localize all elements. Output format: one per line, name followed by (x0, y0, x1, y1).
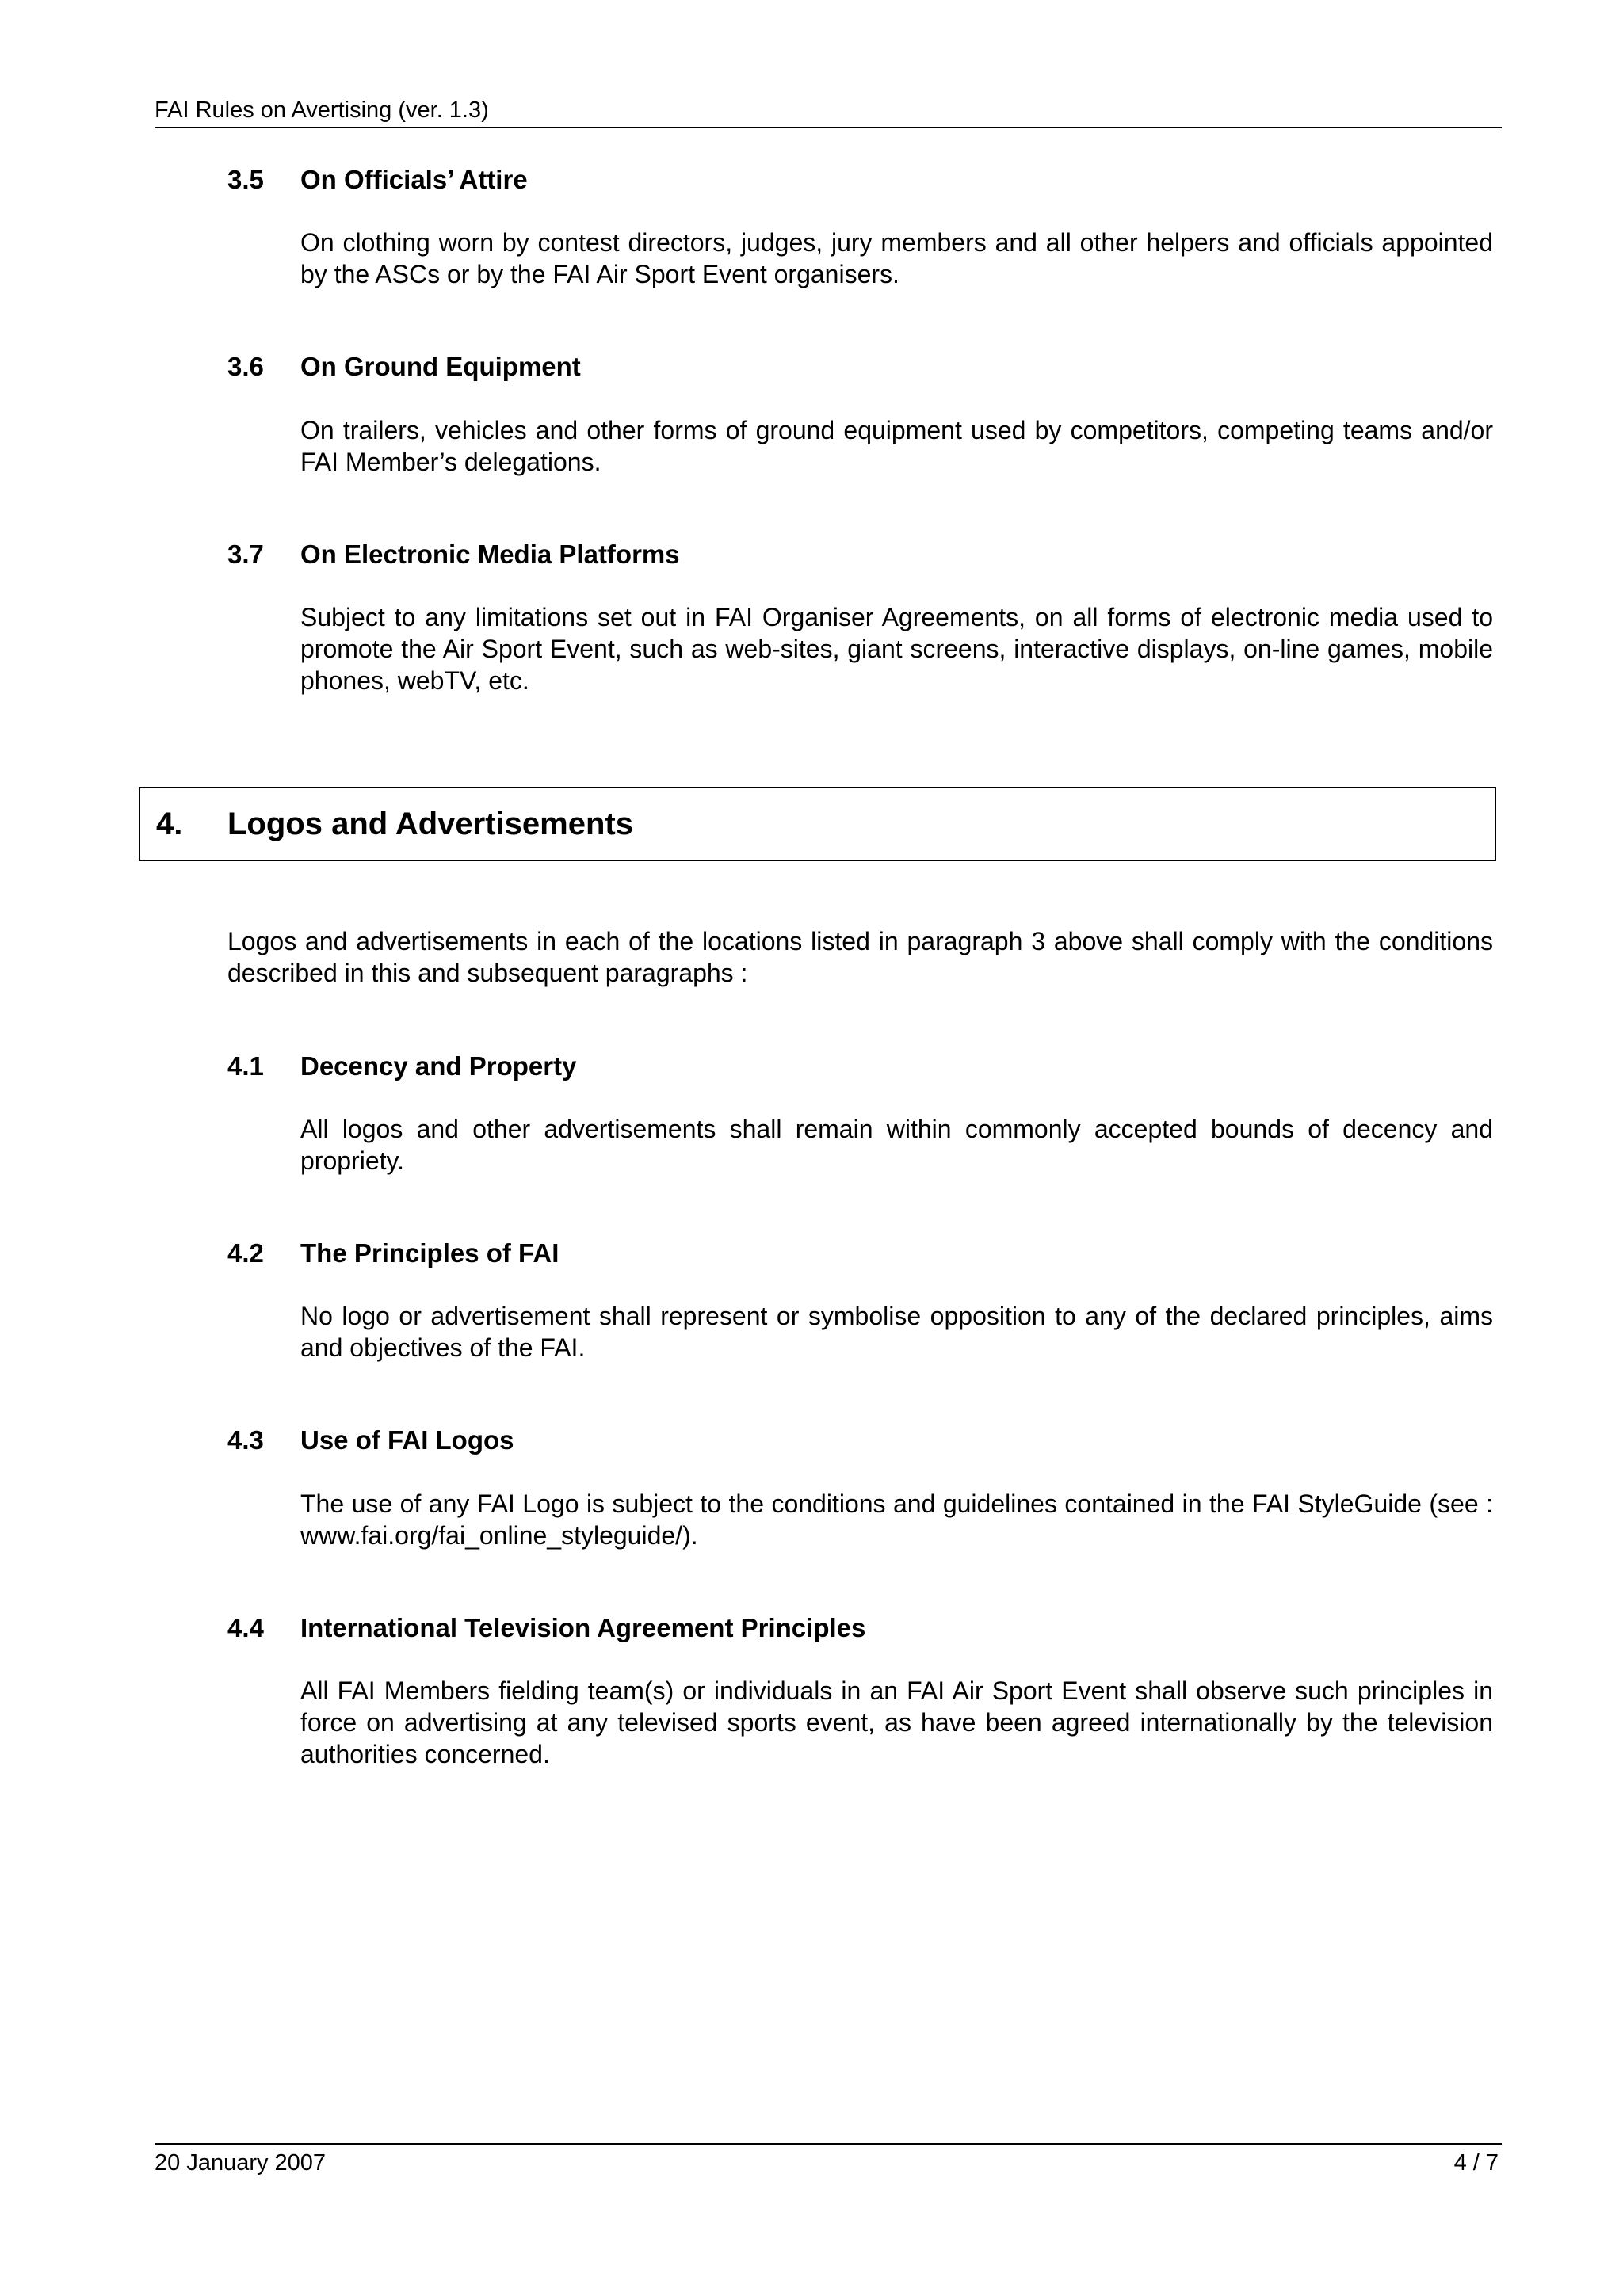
section-4-heading-box (139, 787, 1496, 861)
subsection-number: 3.6 (227, 352, 264, 381)
subsection-3-6-text: On trailers, vehicles and other forms of ground equipment used by competitors, competing teams and/or FAI Member’s delegations. (300, 416, 1493, 476)
subsection-title: International Television Agreement Principles (300, 1613, 866, 1642)
subsection-number: 4.4 (227, 1613, 264, 1642)
subsection-title: Use of FAI Logos (300, 1425, 514, 1455)
subsection-number: 4.1 (227, 1051, 264, 1081)
subsection-title: The Principles of FAI (300, 1238, 559, 1268)
subsection-3-5-text: On clothing worn by contest directors, judges, jury members and all other helpers and officials appointed by the ASCs or by the FAI Air Sport Event organisers. (300, 228, 1493, 288)
subsection-number: 3.7 (227, 540, 264, 569)
subsection-4-2-text: No logo or advertisement shall represent or symbolise opposition to any of the declared principles, aims and objectives of the FAI. (300, 1302, 1493, 1362)
footer-date: 20 January 2007 (155, 2150, 327, 2176)
page-number: 4 / 7 (1453, 2150, 1499, 2176)
subsection-number: 4.2 (227, 1238, 264, 1268)
subsection-title: On Officials’ Attire (300, 165, 528, 194)
section-4-intro: Logos and advertisements in each of the locations listed in paragraph 3 above shall comply with the conditions described in this and subsequent paragraphs : (227, 927, 1493, 987)
subsection-4-4-text: All FAI Members fielding team(s) or individuals in an FAI Air Sport Event shall observe such principles in force on advertising at any televised sports event, as have been agreed internationally by the television authorities concerned. (300, 1676, 1493, 1768)
section-title: Logos and Advertisements (227, 807, 633, 841)
page-header (155, 95, 1502, 128)
subsection-number: 4.3 (227, 1425, 264, 1455)
subsection-title: On Electronic Media Platforms (300, 540, 680, 569)
page-footer (155, 2143, 1502, 2178)
subsection-number: 3.5 (227, 165, 264, 194)
section-number: 4. (156, 807, 183, 841)
subsection-title: Decency and Property (300, 1051, 577, 1081)
subsection-4-3-text: The use of any FAI Logo is subject to the conditions and guidelines contained in the FAI StyleGuide (see : www.fai.org/fai_online_styleguide/). (300, 1489, 1493, 1550)
subsection-4-1-text: All logos and other advertisements shall remain within commonly accepted bounds of decency and propriety. (300, 1115, 1493, 1175)
header-title: FAI Rules on Avertising (ver. 1.3) (155, 97, 489, 123)
subsection-title: On Ground Equipment (300, 352, 581, 381)
subsection-3-7-text: Subject to any limitations set out in FAI Organiser Agreements, on all forms of electronic media used to promote the Air Sport Event, such as web-sites, giant screens, interactive displays, on-line games, mobile phones, webTV, etc. (300, 603, 1493, 695)
